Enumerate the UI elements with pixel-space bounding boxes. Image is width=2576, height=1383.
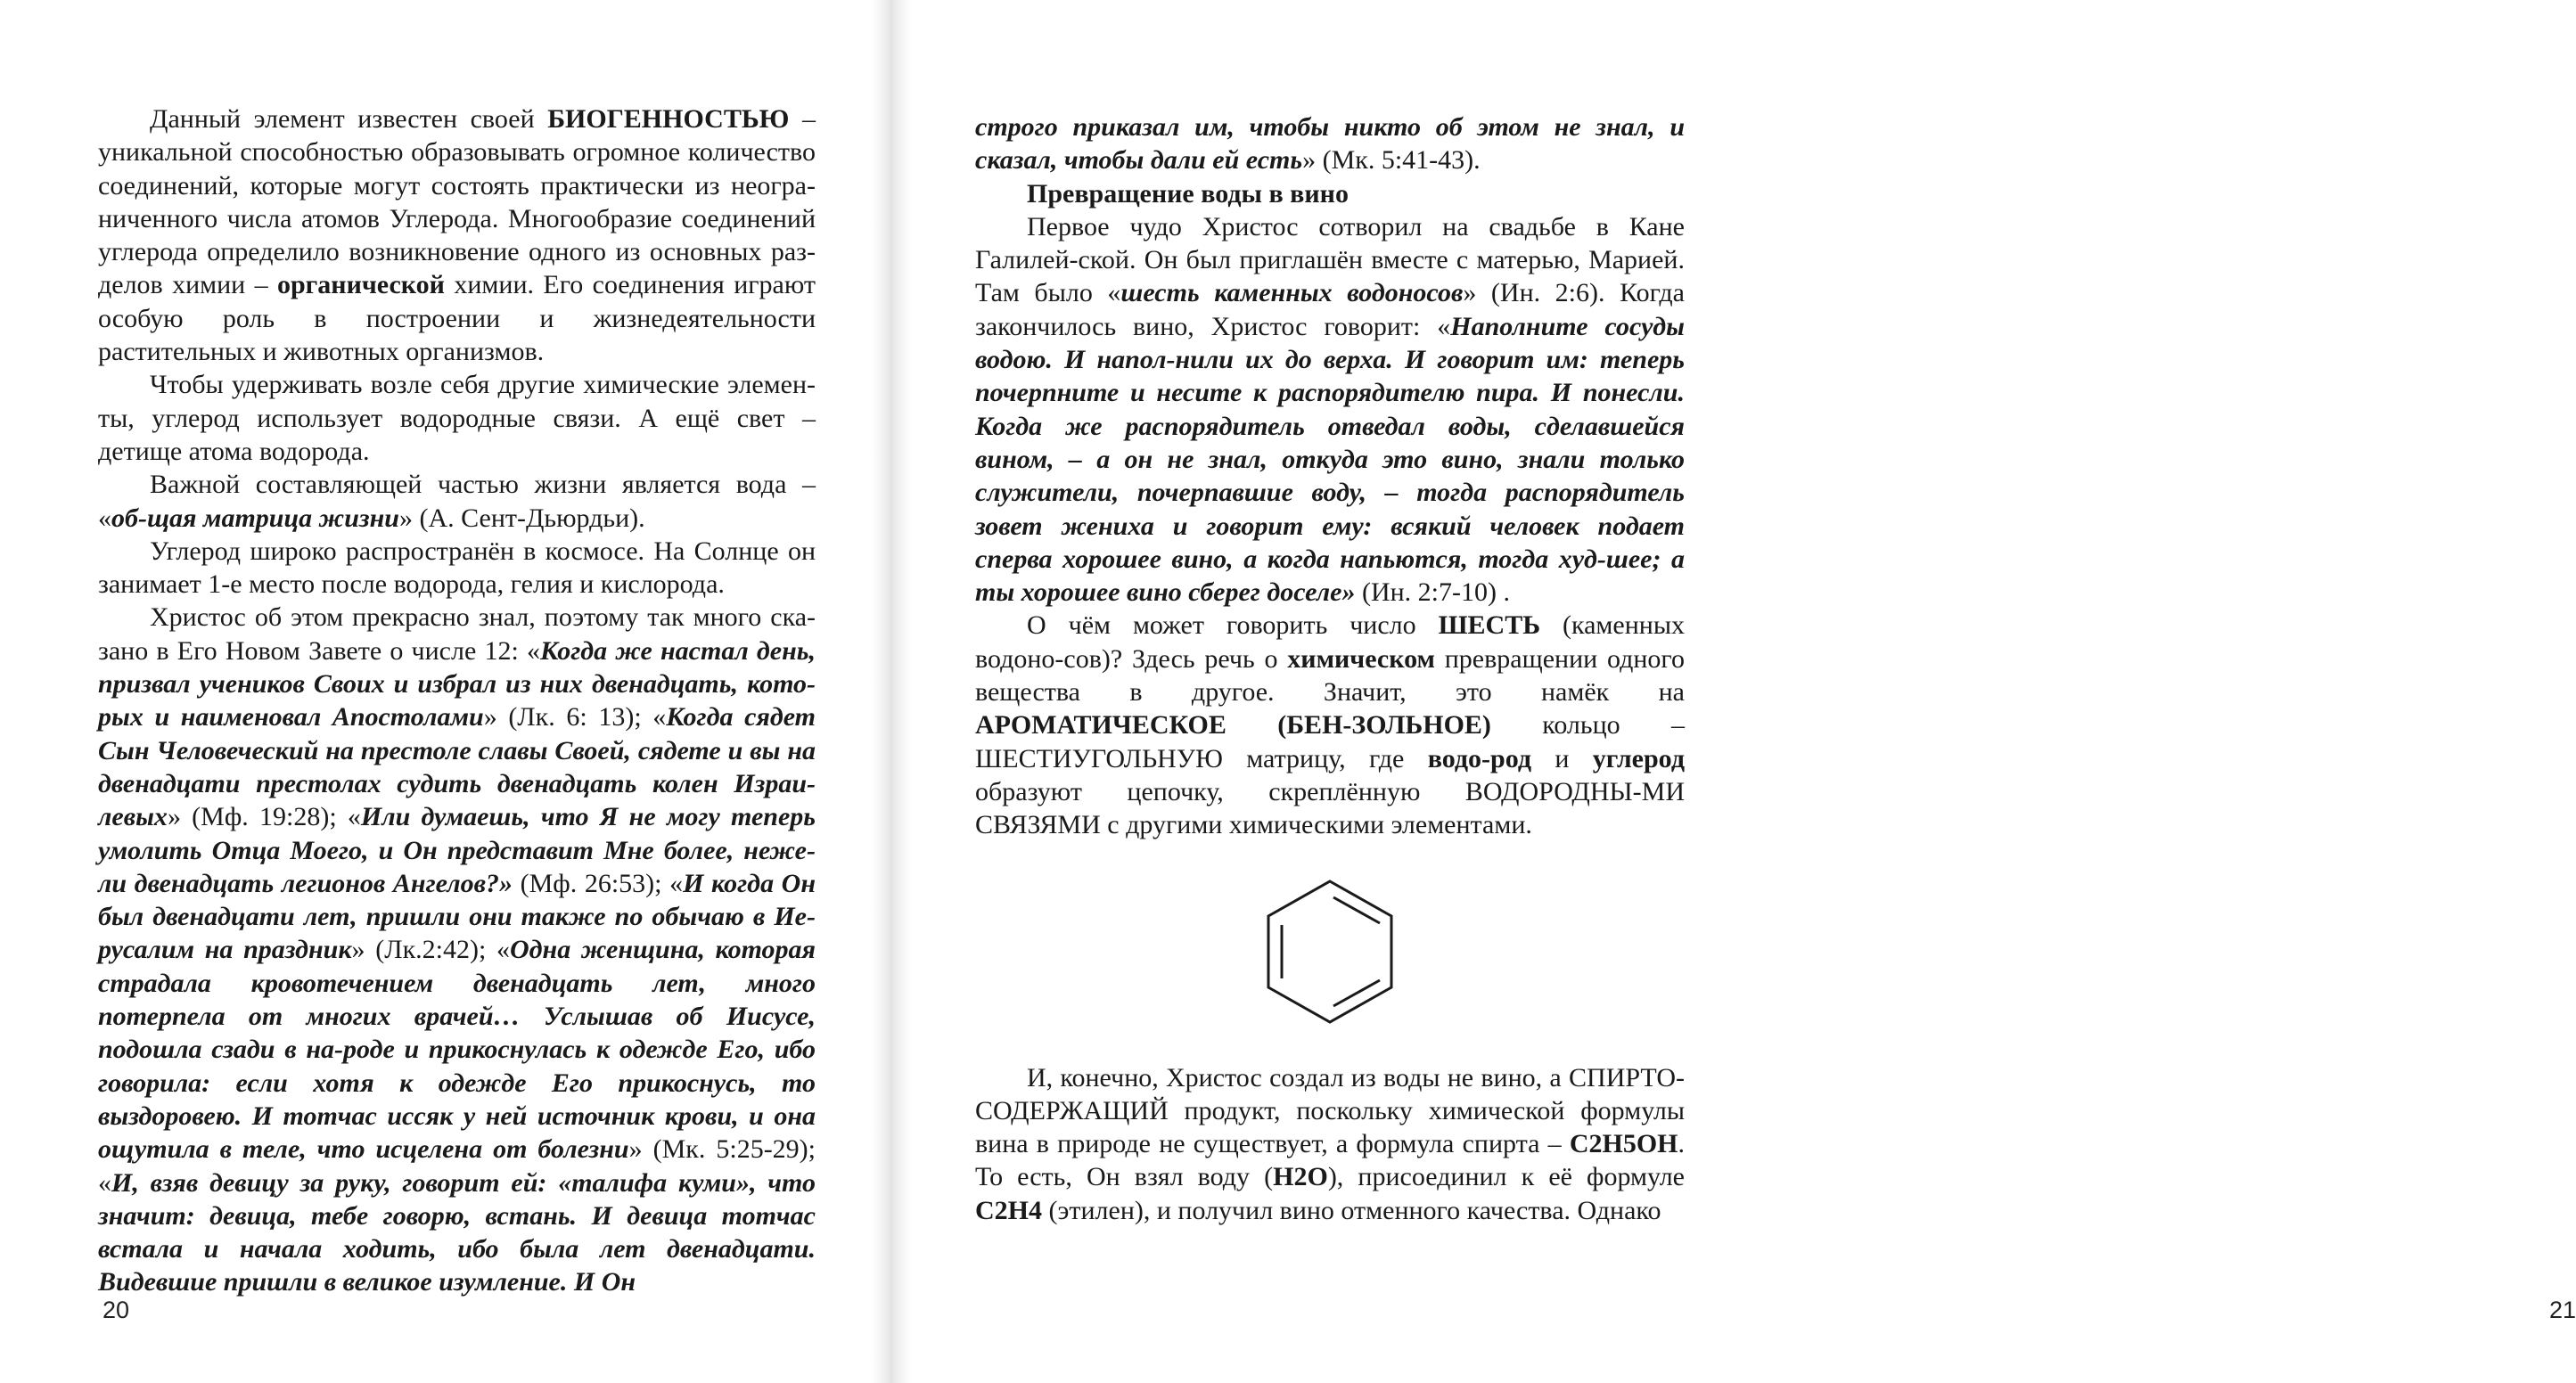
- bold-italic-quote: Одна женщина, которая страдала кровотечением двенадцать лет, много потерпела от многих врачей… Услышав об Иисусе, подошла сзади в на-роде и прикоснулась к одежде Его, ибо говорила: если хотя к одежде Его прикоснусь, то выздоровею. И тотчас иссяк у ней источник крови, и она ощутила в теле, что исцелена от болезни: [98, 935, 816, 1165]
- text-run: Данный элемент известен своей: [150, 104, 548, 134]
- bold-italic-quote: Когда сядет Сын Человеческий на престоле славы Своей, сядете и вы на двенадцати престолах судить двенадцать колен Израи-левых: [98, 702, 816, 832]
- text-run: (Мф. 26:53); «: [513, 868, 684, 898]
- text-run: Чтобы удерживать возле себя другие химические элемен-ты, углерод использует водородные связи. А ещё свет – детище атома водорода.: [98, 370, 816, 466]
- right-page-text: [975, 110, 1685, 1227]
- text-run: » (Мк. 5:41-43).: [1302, 145, 1481, 176]
- bold-italic-quote: строго приказал им, чтобы никто об этом не знал, и сказал, чтобы дали ей есть: [975, 112, 1685, 176]
- text-run: (этилен), и получил вино отменного качества. Однако: [1042, 1195, 1661, 1225]
- text-run: И, конечно, Христос создал из воды не вино, а СПИРТО-СОДЕРЖАЩИЙ продукт, поскольку химической формулы вина в природе не существует, а формула спирта –: [975, 1062, 1685, 1159]
- bold-text: С2Н4: [975, 1195, 1042, 1225]
- book-gutter: [872, 0, 911, 1383]
- paragraph: [975, 1061, 1685, 1227]
- bold-text: органической: [277, 270, 445, 300]
- paragraph: [975, 210, 1685, 610]
- bold-text: водо-род: [1427, 743, 1532, 773]
- bold-text: Н2О: [1273, 1162, 1328, 1192]
- paragraph: [975, 609, 1685, 841]
- right-page: [891, 0, 2576, 1383]
- bold-italic-quote: об-щая матрица жизни: [111, 503, 399, 533]
- text-run: – уникальной способностью образовывать огромное количество соединений, которые могут состоять практически из неогра-ниченного числа атомов Углерода. Многообразие соединений углерода определило возникновение одного из основных раз-делов химии –: [98, 104, 816, 300]
- paragraph: [98, 601, 816, 1298]
- text-run: » (Мк. 5:25-29); «: [98, 1134, 816, 1198]
- text-run: Христос об этом прекрасно знал, поэтому так много ска-зано в Его Новом Завете о числе 12: «: [98, 602, 816, 666]
- text-run: образуют цепочку, скреплённую ВОДОРОДНЫ-МИ СВЯЗЯМИ с другими химическими элементами.: [975, 776, 1685, 840]
- paragraph: [98, 368, 816, 468]
- text-run: ), присоединил к её формуле: [1327, 1162, 1685, 1192]
- text-run: » (Мф. 19:28); «: [167, 802, 361, 832]
- bold-italic-quote: шесть каменных водоносов: [1120, 278, 1464, 308]
- paragraph: [98, 468, 816, 535]
- text-run: Углерод широко распространён в космосе. На Солнце он занимает 1-е место после водорода, гелия и кислорода.: [98, 536, 816, 600]
- bold-text: АРОМАТИЧЕСКОЕ (БЕН-ЗОЛЬНОЕ): [975, 710, 1491, 741]
- bold-italic-quote: Когда же настал день, призвал учеников Своих и избрал из них двенадцать, кото-рых и наименовал Апостолами: [98, 635, 816, 732]
- text-run: » (Лк. 6: 13); «: [483, 702, 667, 732]
- text-run: кольцо – ШЕСТИУГОЛЬНУЮ матрицу, где: [975, 710, 1685, 773]
- bold-text: углерод: [1592, 743, 1685, 773]
- benzene-ring-figure: [1259, 878, 1401, 1026]
- bold-italic-quote: И, взяв девицу за руку, говорит ей: «талифа куми», что значит: девица, тебе говорю, встань. И девица тотчас встала и начала ходить, ибо была лет двенадцати. Видевшие пришли в великое изумление. И Он: [98, 1167, 816, 1297]
- text-run: и: [1531, 743, 1593, 773]
- right-paragraphs-after-figure: [975, 1061, 1685, 1227]
- text-run: . То есть, Он взял воду (: [975, 1129, 1685, 1192]
- page-number-left: 20: [103, 1297, 130, 1323]
- bold-text: ШЕСТЬ: [1438, 610, 1541, 641]
- paragraph: [98, 102, 816, 368]
- section-heading: Превращение воды в вино: [1027, 178, 1349, 209]
- continuation-paragraph: [975, 110, 1685, 177]
- text-run: Первое чудо Христос сотворил на свадьбе в Кане Галилей-ской. Он был приглашён вместе с матерью, Марией. Там было «: [975, 211, 1685, 308]
- text-run: химии. Его соединения играют особую роль в построении и жизнедеятельности растительных и животных организмов.: [98, 270, 816, 367]
- text-run: Важной составляющей частью жизни является вода – «: [98, 470, 816, 533]
- text-run: » (Лк.2:42); «: [351, 935, 510, 965]
- text-run: О чём может говорить число: [1027, 610, 1439, 641]
- bold-text: С2Н5ОН: [1569, 1129, 1678, 1159]
- text-run: (каменных водоно-сов)? Здесь речь о: [975, 610, 1686, 674]
- paragraph: [98, 535, 816, 601]
- benzene-double-bond-1: [1333, 897, 1380, 923]
- benzene-hexagon: [1268, 881, 1391, 1022]
- bold-italic-quote: Наполните сосуды водою. И напол-нили их до верха. И говорит им: теперь почерпните и несите к распорядителю пира. И понесли. Когда же распорядитель отведал воды, сделавшейся вином, – а он не знал, откуда это вино, знали только служители, почерпавшие воду, – тогда распорядитель зовет жениха и говорит ему: всякий человек подает сперва хорошее вино, а когда напьются, тогда худ-шее; а ты хорошее вино сберег доселе»: [975, 311, 1685, 608]
- right-paragraphs: [975, 210, 1685, 842]
- left-page-text: [98, 102, 816, 1299]
- benzene-double-bond-2: [1333, 980, 1380, 1006]
- bold-text: химическом: [1287, 643, 1435, 674]
- text-run: (Ин. 2:7-10) .: [1355, 577, 1510, 608]
- left-page: [0, 0, 879, 1383]
- bold-italic-quote: Или думаешь, что Я не могу теперь умолить Отца Моего, и Он представит Мне более, неже-ли двенадцать легионов Ангелов?»: [98, 802, 816, 898]
- bold-text: БИОГЕННОСТЬЮ: [547, 104, 790, 134]
- text-run: » (А. Сент-Дьюрдьи).: [398, 503, 645, 533]
- text-run: превращении одного вещества в другое. Значит, это намёк на: [975, 643, 1685, 708]
- page-number-right: 21: [2549, 1297, 2576, 1323]
- bold-italic-quote: И когда Он был двенадцати лет, пришли они также по обычаю в Ие-русалим на праздник: [98, 868, 816, 965]
- text-run: » (Ин. 2:6). Когда закончилось вино, Христос говорит: «: [975, 278, 1685, 341]
